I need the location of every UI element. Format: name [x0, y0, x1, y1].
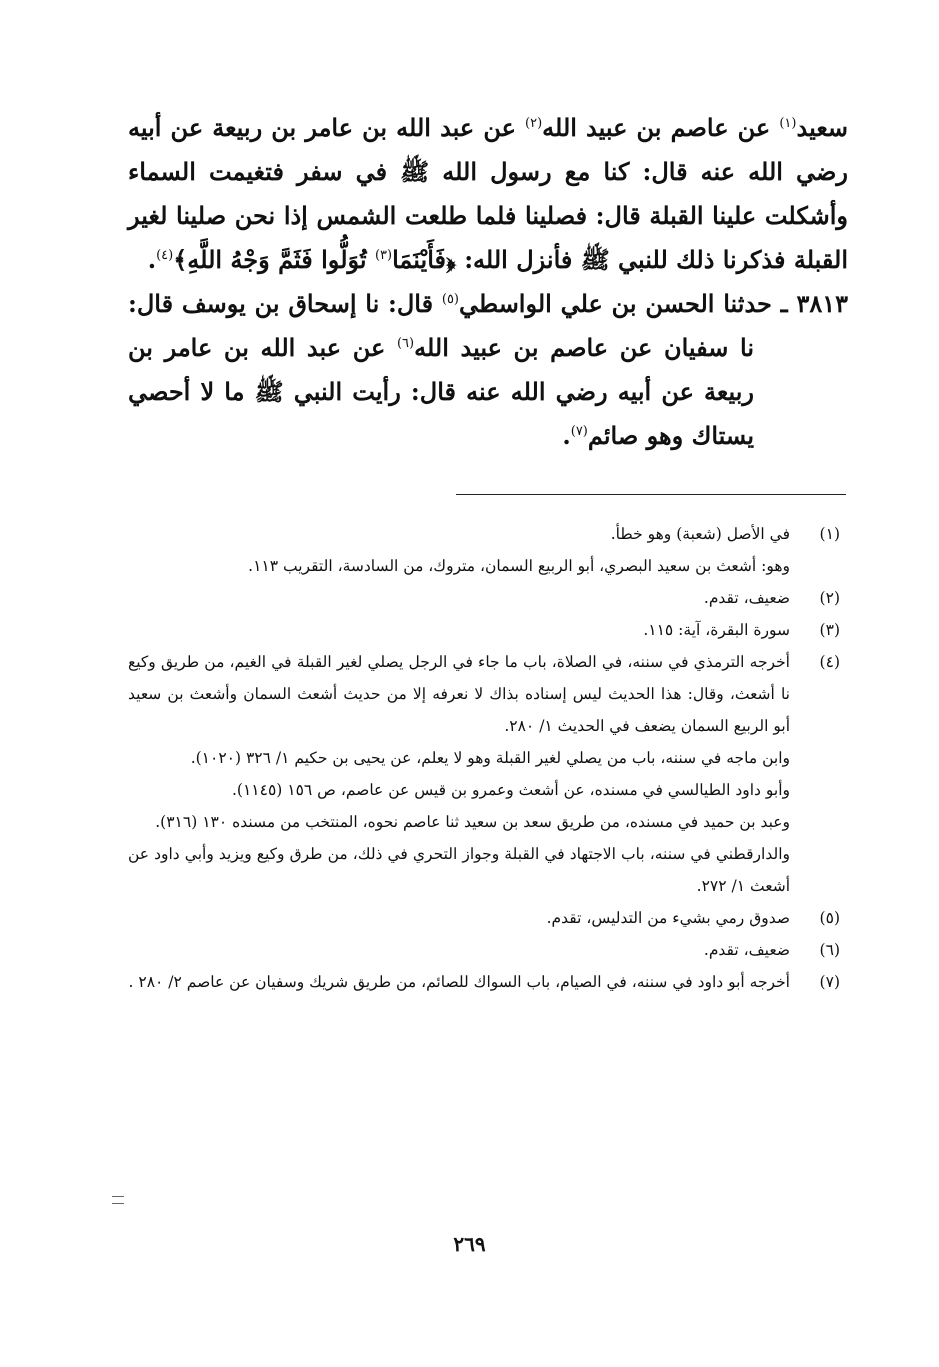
text-run: قال: نا إسحاق بن يوسف قال: نا سفيان عن عاصم بن عبيد الله — [128, 289, 754, 362]
footnote-ref[interactable]: (١) — [779, 116, 797, 131]
footnote — [128, 902, 848, 934]
footnote-text: والدارقطني في سننه، باب الاجتهاد في القبلة وجواز التحري في ذلك، من طرق وكيع ويزيد وأبي داود عن أشعث ١/ ٢٧٢. — [128, 845, 790, 895]
footnote-text: وأبو داود الطيالسي في مسنده، عن أشعث وعمرو بن قيس عن عاصم، ص ١٥٦ (١١٤٥). — [231, 781, 790, 799]
text-run: سعيد — [796, 113, 849, 142]
text-run: . — [562, 421, 571, 450]
footnote-text: وهو: أشعث بن سعيد البصري، أبو الربيع السمان، متروك، من السادسة، التقريب ١١٣. — [248, 557, 790, 575]
footnote — [128, 646, 848, 742]
footnote-number: (٧) — [819, 973, 840, 991]
text-run: عن عبد الله بن عامر بن ربيعة عن أبيه رضي الله عنه قال: رأيت النبي ﷺ ما لا أحصي يستاك وهو صائم — [128, 333, 754, 450]
footnote-text: وابن ماجه في سننه، باب من يصلي لغير القبلة وهو لا يعلم، عن يحيى بن حكيم ١/ ٣٢٦ (١٠٢٠). — [190, 749, 790, 767]
text-run: حدثنا الحسن بن علي الواسطي — [459, 289, 772, 318]
footnote-continuation — [128, 550, 848, 582]
footnote-text: في الأصل (شعبة) وهو خطأ. — [610, 525, 790, 543]
text-run: تُوَلُّوا فَثَمَّ وَجْهُ اللَّهِ﴾ — [173, 245, 375, 274]
footnote-number: (٢) — [819, 589, 840, 607]
text-run: عن عبد الله بن عامر بن ربيعة عن أبيه رضي الله عنه قال: كنا مع رسول الله ﷺ في سفر فتغيمت السماء وأشكلت علينا القبلة قال: فصلينا فلما طلعت الشمس إذا نحن صلينا لغير القبلة فذكرنا ذلك للنبي ﷺ فأنزل الله: ﴿فَأَيْنَمَا — [128, 113, 848, 274]
footnote-ref[interactable]: (٥) — [441, 292, 459, 307]
footnote-continuation — [128, 742, 848, 774]
footnote-continuation — [128, 806, 848, 838]
footnote-ref[interactable]: (٤) — [156, 248, 174, 263]
page-number: ٢٦٩ — [453, 1232, 486, 1256]
footnote-ref[interactable]: (٢) — [525, 116, 543, 131]
footnote-text: وعبد بن حميد في مسنده، من طريق سعد بن سعيد ثنا عاصم نحوه، المنتخب من مسنده ١٣٠ (٣١٦). — [155, 813, 790, 831]
main-text — [128, 106, 848, 458]
footnote-ref[interactable]: (٣) — [374, 248, 393, 263]
footnote-text: صدوق رمي بشيء من التدليس، تقدم. — [546, 909, 790, 927]
footnote — [128, 966, 848, 998]
footnote — [128, 518, 848, 550]
footnote-divider — [456, 494, 846, 495]
footnote-continuation — [128, 838, 848, 902]
margin-mark — [112, 1196, 124, 1204]
footnote-number: (٦) — [819, 941, 840, 959]
footnote-text: ضعيف، تقدم. — [703, 589, 790, 607]
footnotes — [128, 518, 848, 998]
footnote-text: ضعيف، تقدم. — [703, 941, 790, 959]
footnote-continuation — [128, 774, 848, 806]
text-run: عن عاصم بن عبيد الله — [542, 113, 780, 142]
footnote-text: أخرجه الترمذي في سننه، في الصلاة، باب ما جاء في الرجل يصلي لغير القبلة في الغيم، من طريق وكيع نا أشعث، وقال: هذا الحديث ليس إسناده بذاك لا نعرفه إلا من حديث أشعث السمان وأشعث بن سعيد أبو الربيع السمان يضعف في الحديث ١/ ٢٨٠. — [128, 653, 790, 735]
footnote — [128, 582, 848, 614]
footnote — [128, 614, 848, 646]
hadith-number: ٣٨١٣ ـ — [771, 289, 849, 318]
footnote-text: سورة البقرة، آية: ١١٥. — [643, 621, 790, 639]
footnote-text: أخرجه أبو داود في سننه، في الصيام، باب السواك للصائم، من طريق شريك وسفيان عن عاصم ٢/ ٢٨٠ . — [128, 973, 790, 991]
footnote-number: (٥) — [819, 909, 840, 927]
hadith-continuation — [128, 106, 848, 282]
footnote-number: (١) — [819, 525, 840, 543]
footnote — [128, 934, 848, 966]
footnote-number: (٤) — [819, 653, 840, 671]
footnote-number: (٣) — [819, 621, 840, 639]
hadith-3813 — [128, 282, 848, 458]
footnote-ref[interactable]: (٧) — [570, 424, 588, 439]
text-run: . — [147, 245, 157, 274]
footnote-ref[interactable]: (٦) — [396, 336, 415, 351]
